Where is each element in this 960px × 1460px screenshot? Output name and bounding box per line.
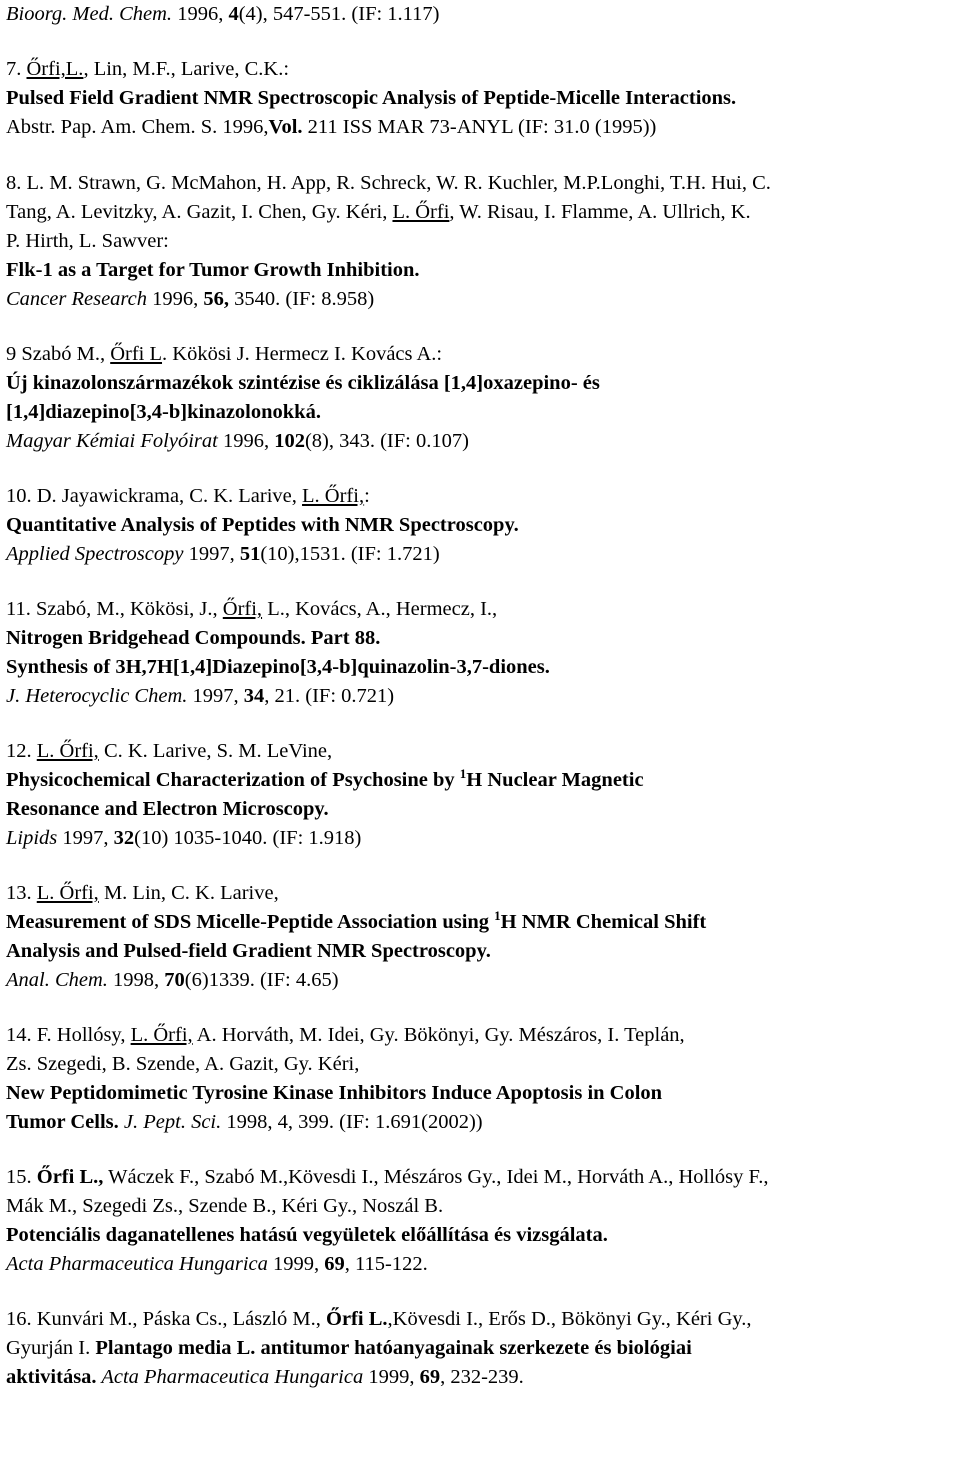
ref-authors: [6, 482, 960, 511]
authors-text: 12.: [6, 740, 37, 762]
source-text: , 21. (IF: 0.721): [264, 685, 395, 707]
title-text: Tumor Cells.: [6, 1111, 119, 1133]
source-text: 211 ISS MAR 73-ANYL (IF: 31.0 (1995)): [302, 116, 657, 138]
ref-title: [6, 795, 960, 824]
journal-name: Acta Pharmaceutica Hungarica: [6, 1253, 268, 1275]
volume: 56,: [203, 288, 229, 310]
authors-text: Mák M., Szegedi Zs., Szende B., Kéri Gy., Noszál B.: [6, 1195, 444, 1217]
source-text: (6)1339. (IF: 4.65): [184, 969, 339, 991]
ref-number: 7.: [6, 58, 27, 80]
title-text: Új kinazolonszármazékok szintézise és ciklizálása [1,4]oxazepino- és: [6, 372, 600, 394]
source-text: 1996,: [147, 288, 204, 310]
volume: 102: [274, 430, 305, 452]
title-text: Resonance and Electron Microscopy.: [6, 798, 329, 820]
authors-text: Zs. Szegedi, B. Szende, A. Gazit, Gy. Kéri,: [6, 1053, 360, 1075]
volume: 70: [164, 969, 185, 991]
ref-9: [6, 340, 960, 456]
journal-name: Anal. Chem.: [6, 969, 108, 991]
ref-title: [6, 624, 960, 653]
title-text: New Peptidomimetic Tyrosine Kinase Inhibitors Induce Apoptosis in Colon: [6, 1082, 663, 1104]
journal-name: Lipids: [6, 827, 58, 849]
journal-name: Magyar Kémiai Folyóirat: [6, 430, 218, 452]
authors-text: M. Lin, C. K. Larive,: [98, 882, 279, 904]
source-text: 1998, 4, 399. (IF: 1.691(2002)): [221, 1111, 483, 1133]
authors-text: 14. F. Hollósy,: [6, 1024, 131, 1046]
ref-14: [6, 1021, 960, 1137]
journal-name: J. Pept. Sci.: [118, 1111, 222, 1133]
authors-text: 13.: [6, 882, 37, 904]
authors-text: Tang, A. Levitzky, A. Gazit, I. Chen, Gy. Kéri,: [6, 201, 393, 223]
authors-text: 16. Kunvári M., Páska Cs., László M.,: [6, 1308, 327, 1330]
title-text: Flk-1 as a Target for Tumor Growth Inhibition.: [6, 259, 420, 281]
source-text: , 232-239.: [440, 1366, 524, 1388]
highlighted-author: Őrfi,L.: [26, 58, 84, 80]
ref-source: [6, 824, 960, 853]
ref-authors-title: [6, 1334, 960, 1363]
volume: 69: [419, 1366, 441, 1388]
volume: 69: [324, 1253, 345, 1275]
ref-title: [6, 908, 960, 937]
ref-authors: [6, 879, 960, 908]
source-text: (8), 343. (IF: 0.107): [304, 430, 469, 452]
ref-12: [6, 737, 960, 853]
source-text: 1997,: [183, 543, 240, 565]
ref-source: [6, 1250, 960, 1279]
source-text: (4), 547-551. (IF: 1.117): [238, 3, 440, 25]
source-text: 1999,: [363, 1366, 420, 1388]
volume: Vol.: [268, 116, 303, 138]
ref-title: [6, 398, 960, 427]
source-text: , 115-122.: [344, 1253, 428, 1275]
authors-text: ,Kövesdi I., Erős D., Bökönyi Gy., Kéri Gy.,: [387, 1308, 752, 1330]
authors-text: . Kökösi J. Hermecz I. Kovács A.:: [162, 343, 443, 365]
authors-text: 10. D. Jayawickrama, C. K. Larive,: [6, 485, 303, 507]
ref-13: [6, 879, 960, 995]
ref-title: [6, 1221, 960, 1250]
ref-authors: [6, 198, 960, 227]
authors-text: Gyurján I.: [6, 1337, 96, 1359]
source-text: (10) 1035-1040. (IF: 1.918): [134, 827, 362, 849]
ref-7: [6, 55, 960, 142]
ref-source: [6, 285, 960, 314]
authors-text: Wáczek F., Szabó M.,Kövesdi I., Mészáros Gy., Idei M., Horváth A., Hollósy F.,: [103, 1166, 769, 1188]
ref-source: [6, 540, 960, 569]
ref-source: [6, 113, 960, 142]
source-text: 1996,: [217, 430, 275, 452]
ref-title: [6, 1079, 960, 1108]
ref-authors: [6, 1163, 960, 1192]
authors-text: , W. Risau, I. Flamme, A. Ullrich, K.: [449, 201, 751, 223]
authors-text: 8. L. M. Strawn, G. McMahon, H. App, R. Schreck, W. R. Kuchler, M.P.Longhi, T.H. Hui, C.: [6, 172, 771, 194]
journal-name: Cancer Research: [6, 288, 147, 310]
ref-authors: [6, 595, 960, 624]
ref-title-source: [6, 1108, 960, 1137]
highlighted-author: L. Őrfi,: [36, 740, 99, 762]
volume: 51: [239, 543, 261, 565]
authors-text: C. K. Larive, S. M. LeVine,: [98, 740, 333, 762]
journal-name: Bioorg. Med. Chem.: [6, 3, 173, 25]
ref-source: [6, 682, 960, 711]
superscript: 1: [494, 908, 501, 923]
ref-8: [6, 169, 960, 314]
ref-title: [6, 937, 960, 966]
title-text: Quantitative Analysis of Peptides with NMR Spectroscopy.: [6, 514, 519, 536]
source-text: 1999,: [267, 1253, 325, 1275]
highlighted-author: Őrfi L.,: [36, 1166, 104, 1188]
ref-10: [6, 482, 960, 569]
highlighted-author: Őrfi L.: [326, 1308, 388, 1330]
title-text: H Nuclear Magnetic: [466, 769, 644, 791]
source-text: 1998,: [107, 969, 165, 991]
source-text: Abstr. Pap. Am. Chem. S. 1996,: [6, 116, 269, 138]
authors-text: 9 Szabó M.,: [6, 343, 111, 365]
title-text: H NMR Chemical Shift: [500, 911, 707, 933]
ref-authors: [6, 55, 960, 84]
title-text: Nitrogen Bridgehead Compounds. Part 88.: [6, 627, 381, 649]
source-text: 1996,: [172, 3, 229, 25]
title-text: Pulsed Field Gradient NMR Spectroscopic Analysis of Peptide-Micelle Interactions.: [6, 87, 737, 109]
highlighted-author: Őrfi,: [222, 598, 263, 620]
ref-authors: [6, 340, 960, 369]
journal-name: Applied Spectroscopy: [6, 543, 184, 565]
ref-6-source: [6, 0, 960, 29]
ref-title: [6, 84, 960, 113]
highlighted-author: L. Őrfi,: [130, 1024, 193, 1046]
ref-source: [6, 427, 960, 456]
ref-authors: [6, 1192, 960, 1221]
authors-text: L., Kovács, A., Hermecz, I.,: [262, 598, 498, 620]
ref-title: [6, 511, 960, 540]
title-text: [1,4]diazepino[3,4-b]kinazolonokká.: [6, 401, 321, 423]
ref-authors: [6, 1050, 960, 1079]
authors-text: , Lin, M.F., Larive, C.K.:: [83, 58, 290, 80]
ref-title: [6, 256, 960, 285]
ref-authors: [6, 227, 960, 256]
source-text: 1997,: [187, 685, 244, 707]
journal-name: J. Heterocyclic Chem.: [6, 685, 188, 707]
title-text: Analysis and Pulsed-field Gradient NMR Spectroscopy.: [6, 940, 491, 962]
ref-15: [6, 1163, 960, 1279]
ref-authors: [6, 169, 960, 198]
authors-text: :: [364, 485, 370, 507]
superscript: 1: [459, 766, 467, 781]
title-text: Synthesis of 3H,7H[1,4]Diazepino[3,4-b]quinazolin-3,7-diones.: [6, 656, 550, 678]
journal-name: Acta Pharmaceutica Hungarica: [96, 1366, 364, 1388]
ref-11: [6, 595, 960, 711]
highlighted-author: L. Őrfi: [392, 201, 450, 223]
source-text: 3540. (IF: 8.958): [229, 288, 375, 310]
title-text: aktivitása.: [6, 1366, 97, 1388]
ref-authors: [6, 1021, 960, 1050]
highlighted-author: L. Őrfi,: [36, 882, 99, 904]
ref-title: [6, 766, 960, 795]
source-text: (10),1531. (IF: 1.721): [260, 543, 440, 565]
authors-text: 11. Szabó, M., Kökösi, J.,: [6, 598, 223, 620]
title-text: Physicochemical Characterization of Psychosine by: [6, 769, 460, 791]
ref-source: [6, 966, 960, 995]
highlighted-author: Őrfi L: [110, 343, 163, 365]
ref-authors: [6, 1305, 960, 1334]
ref-title: [6, 653, 960, 682]
source-text: 1997,: [57, 827, 114, 849]
volume: 32: [113, 827, 135, 849]
volume: 4: [228, 3, 239, 25]
highlighted-author: L. Őrfi,: [302, 485, 365, 507]
title-text: Measurement of SDS Micelle-Peptide Association using: [6, 911, 495, 933]
ref-authors: [6, 737, 960, 766]
authors-text: 15.: [6, 1166, 37, 1188]
title-text: Plantago media L. antitumor hatóanyagainak szerkezete és biológiai: [95, 1337, 692, 1359]
title-text: Potenciális daganatellenes hatású vegyületek előállítása és vizsgálata.: [6, 1224, 608, 1246]
authors-text: A. Horváth, M. Idei, Gy. Bökönyi, Gy. Mészáros, I. Teplán,: [192, 1024, 685, 1046]
ref-title-source: [6, 1363, 960, 1392]
volume: 34: [243, 685, 265, 707]
ref-16: [6, 1305, 960, 1392]
ref-title: [6, 369, 960, 398]
authors-text: P. Hirth, L. Sawver:: [6, 230, 169, 252]
